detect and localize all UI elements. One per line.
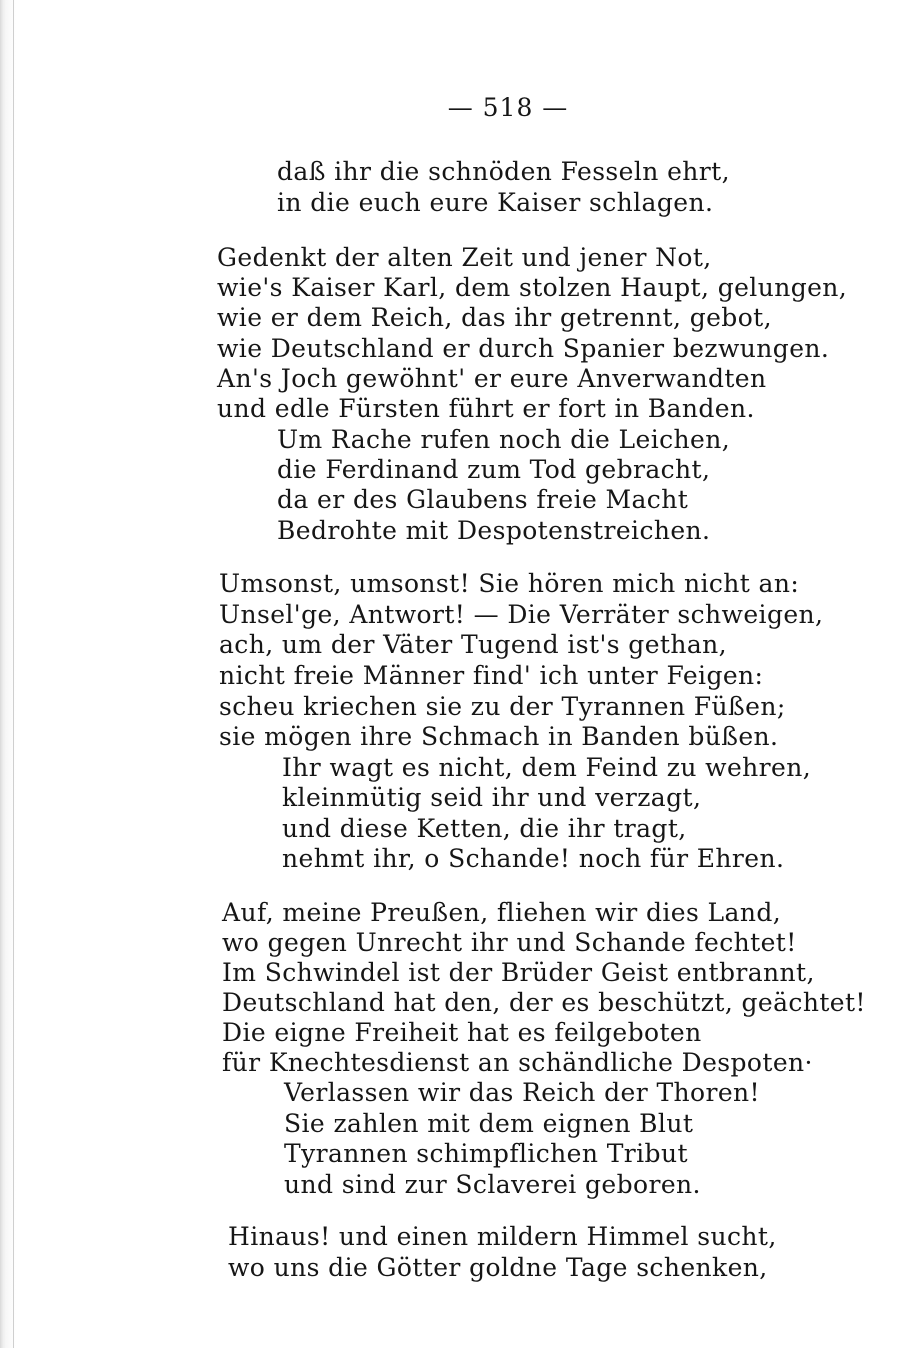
poem-line: für Knechtesdienst an schändliche Despoten· [222,1048,813,1077]
poem-line: Verlassen wir das Reich der Thoren! [284,1078,760,1107]
poem-line: Umsonst, umsonst! Sie hören mich nicht an: [219,569,800,598]
poem-line: wie Deutschland er durch Spanier bezwungen. [217,334,830,363]
poem-line: wie er dem Reich, das ihr getrennt, gebot, [217,303,772,332]
poem-line: und sind zur Sclaverei geboren. [284,1170,701,1199]
poem-line: wie's Kaiser Karl, dem stolzen Haupt, gelungen, [217,273,848,302]
poem-line: kleinmütig seid ihr und verzagt, [282,783,702,812]
poem-line: und diese Ketten, die ihr tragt, [282,814,687,843]
poem-line: Um Rache rufen noch die Leichen, [277,425,731,454]
page-number: — 518 — [447,93,569,122]
poem-line: Sie zahlen mit dem eignen Blut [284,1109,694,1138]
poem-line: sie mögen ihre Schmach in Banden büßen. [219,722,779,751]
poem-line: nicht freie Männer find' ich unter Feigen: [219,661,764,690]
poem-line: nehmt ihr, o Schande! noch für Ehren. [282,844,785,873]
poem-line: ach, um der Väter Tugend ist's gethan, [219,630,727,659]
poem-line: die Ferdinand zum Tod gebracht, [277,455,711,484]
poem-line: und edle Fürsten führt er fort in Banden. [217,394,755,423]
poem-line: Ihr wagt es nicht, dem Feind zu wehren, [282,753,812,782]
poem-line: wo uns die Götter goldne Tage schenken, [228,1253,768,1282]
poem-line: Im Schwindel ist der Brüder Geist entbrannt, [222,958,815,987]
poem-line: Unsel'ge, Antwort! — Die Verräter schweigen, [219,600,824,629]
poem-line: da er des Glaubens freie Macht [277,485,689,514]
poem-line: wo gegen Unrecht ihr und Schande fechtet! [222,928,797,957]
poem-line: daß ihr die schnöden Fesseln ehrt, [277,157,730,186]
poem-line: Deutschland hat den, der es beschützt, geächtet! [222,988,866,1017]
poem-line: Hinaus! und einen mildern Himmel sucht, [228,1222,777,1251]
poem-line: Die eigne Freiheit hat es feilgeboten [222,1018,702,1047]
poem-line: Gedenkt der alten Zeit und jener Not, [217,243,712,272]
poem-line: An's Joch gewöhnt' er eure Anverwandten [217,364,767,393]
poem-line: Tyrannen schimpflichen Tribut [284,1139,688,1168]
poem-line: scheu kriechen sie zu der Tyrannen Füßen; [219,692,786,721]
page-edge-line [13,0,14,1348]
poem-line: Bedrohte mit Despotenstreichen. [277,516,711,545]
poem-line: in die euch eure Kaiser schlagen. [277,188,714,217]
poem-line: Auf, meine Preußen, fliehen wir dies Land, [222,898,782,927]
